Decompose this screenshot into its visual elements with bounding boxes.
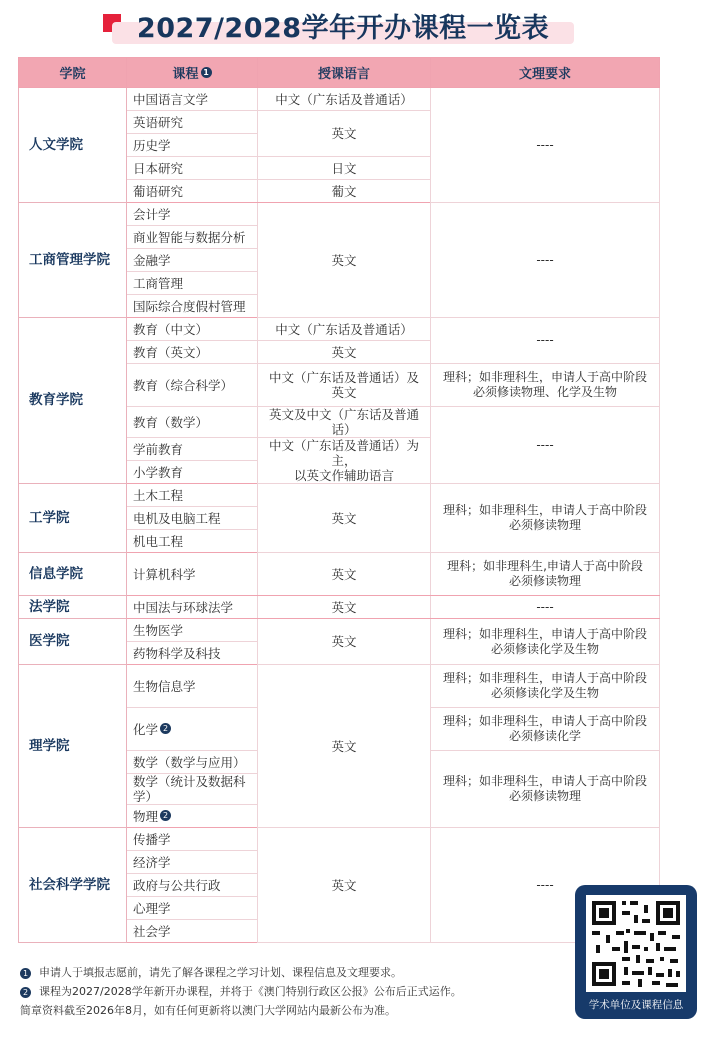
course-name: 日本研究 (127, 157, 258, 180)
header-school: 学院 (19, 58, 127, 88)
course-name: 教育（综合科学） (127, 364, 258, 407)
requirement (431, 751, 660, 828)
teaching-language: 英文及中文（广东话及普通话） (258, 407, 431, 438)
qr-caption: 学术单位及课程信息 (588, 999, 684, 1011)
requirement: ---- (431, 88, 660, 203)
footnotes (20, 963, 462, 1020)
course-name (127, 708, 258, 751)
school-name: 医学院 (19, 619, 127, 665)
table-row (19, 318, 660, 341)
course-name: 土木工程 (127, 484, 258, 507)
footnote-marker: 1 (20, 968, 31, 979)
school-name: 理学院 (19, 665, 127, 828)
requirement: ---- (431, 203, 660, 318)
requirement: ---- (431, 407, 660, 484)
course-name: 教育（数学） (127, 407, 258, 438)
requirement-line: 理科；如非理科生，申请人于高中阶段 (442, 503, 647, 517)
teaching-language: 英文 (258, 553, 431, 596)
course-name: 传播学 (127, 828, 258, 851)
course-name: 心理学 (127, 897, 258, 920)
course-name: 葡语研究 (127, 180, 258, 203)
requirement-line: 理科；如非理科生,申请人于高中阶段 (447, 559, 643, 573)
school-name: 社会科学学院 (19, 828, 127, 943)
teaching-language (258, 438, 431, 484)
teaching-language: 英文 (258, 341, 431, 364)
teaching-language: 中文（广东话及普通话） (258, 318, 431, 341)
language-line: 以英文作辅助语言 (293, 468, 394, 483)
footnote-text: 课程为2027/2028学年新开办课程，并将于《澳门特别行政区公报》公布后正式运作。 (39, 985, 462, 998)
requirement-line: 必须修读物理、化学及生物 (472, 385, 617, 399)
footnote-marker: 2 (20, 987, 31, 998)
requirement (431, 619, 660, 665)
requirement-line: 理科；如非理科生，申请人于高中阶段 (442, 714, 647, 728)
teaching-language: 中文（广东话及普通话） (258, 88, 431, 111)
requirement (431, 364, 660, 407)
course-name: 电机及电脑工程 (127, 507, 258, 530)
school-name: 工学院 (19, 484, 127, 553)
course-name: 计算机科学 (127, 553, 258, 596)
requirement: ---- (431, 596, 660, 619)
footnote-2 (20, 982, 462, 1001)
school-name: 信息学院 (19, 553, 127, 596)
course-name: 药物科学及科技 (127, 642, 258, 665)
page-title: 2027/2028学年开办课程一览表 (136, 13, 550, 44)
footnote-marker: 2 (160, 810, 171, 821)
table-row (19, 828, 660, 851)
school-name: 人文学院 (19, 88, 127, 203)
requirement-line: 必须修读物理 (508, 518, 581, 532)
course-name: 历史学 (127, 134, 258, 157)
table-row (19, 203, 660, 226)
table-row (19, 596, 660, 619)
requirement-line: 必须修读化学 (508, 729, 581, 743)
teaching-language: 葡文 (258, 180, 431, 203)
course-name: 国际综合度假村管理 (127, 295, 258, 318)
data-cutoff-note: 简章资料截至2026年8月，如有任何更新将以澳门大学网站内最新公布为准。 (20, 1004, 396, 1017)
teaching-language: 英文 (258, 203, 431, 318)
table-row (19, 665, 660, 708)
teaching-language: 日文 (258, 157, 431, 180)
qr-code-icon[interactable] (586, 895, 686, 992)
requirement: ---- (431, 318, 660, 364)
requirement-line: 必须修读化学及生物 (490, 641, 599, 656)
requirement-line: 理科；如非理科生，申请人于高中阶段 (442, 626, 647, 641)
teaching-language: 英文 (258, 484, 431, 553)
course-label: 化学 (133, 721, 159, 737)
teaching-language: 英文 (258, 596, 431, 619)
header-requirement: 文理要求 (431, 58, 660, 88)
header-course (127, 58, 258, 88)
course-name: 数学（数学与应用） (127, 751, 258, 774)
course-name: 英语研究 (127, 111, 258, 134)
course-name: 小学教育 (127, 461, 258, 484)
teaching-language: 英文 (258, 619, 431, 665)
header-language: 授课语言 (258, 58, 431, 88)
requirement: ---- (431, 828, 660, 943)
footnote-marker: 1 (201, 67, 212, 78)
footnote-1 (20, 963, 462, 982)
requirement-line: 必须修读物理 (508, 574, 581, 588)
language-line: 中文（广东话及普通话）为主， (268, 438, 419, 468)
title-area (0, 0, 711, 52)
course-name: 社会学 (127, 920, 258, 943)
requirement-line: 理科；如非理科生，申请人于高中阶段 (442, 370, 647, 384)
teaching-language: 英文 (258, 828, 431, 943)
requirement (431, 665, 660, 708)
table-row (19, 619, 660, 642)
course-name: 数学（统计及数据科学） (127, 774, 258, 805)
course-name: 教育（英文） (127, 341, 258, 364)
requirement-line: 必须修读物理 (508, 789, 581, 803)
teaching-language: 中文（广东话及普通话）及英文 (258, 364, 431, 407)
course-name (127, 805, 258, 828)
requirement-line: 理科；如非理科生，申请人于高中阶段 (442, 671, 647, 685)
table-row (19, 484, 660, 507)
requirement (431, 553, 660, 596)
requirement-line: 理科；如非理科生，申请人于高中阶段 (442, 774, 647, 788)
table-row (19, 553, 660, 596)
teaching-language: 英文 (258, 665, 431, 828)
course-name: 教育（中文） (127, 318, 258, 341)
course-name: 生物医学 (127, 619, 258, 642)
course-name: 工商管理 (127, 272, 258, 295)
school-name: 教育学院 (19, 318, 127, 484)
course-name: 中国语言文学 (127, 88, 258, 111)
course-name: 中国法与环球法学 (127, 596, 258, 619)
course-name: 经济学 (127, 851, 258, 874)
course-name: 生物信息学 (127, 665, 258, 708)
course-name: 机电工程 (127, 530, 258, 553)
header-course-label: 课程 (172, 67, 199, 82)
teaching-language: 英文 (258, 111, 431, 157)
school-name: 工商管理学院 (19, 203, 127, 318)
requirement-line: 必须修读化学及生物 (490, 686, 599, 700)
footnote-text: 申请人于填报志愿前，请先了解各课程之学习计划、课程信息及文理要求。 (39, 966, 402, 979)
footnote-marker: 2 (160, 723, 171, 734)
programme-table (18, 57, 660, 943)
qr-card[interactable] (575, 885, 697, 1019)
course-name: 金融学 (127, 249, 258, 272)
table-row (19, 88, 660, 111)
requirement (431, 484, 660, 553)
course-name: 商业智能与数据分析 (127, 226, 258, 249)
course-name: 政府与公共行政 (127, 874, 258, 897)
course-name: 学前教育 (127, 438, 258, 461)
course-label: 物理 (133, 808, 159, 824)
school-name: 法学院 (19, 596, 127, 619)
course-name: 会计学 (127, 203, 258, 226)
requirement (431, 708, 660, 751)
table-header-row (19, 58, 660, 88)
